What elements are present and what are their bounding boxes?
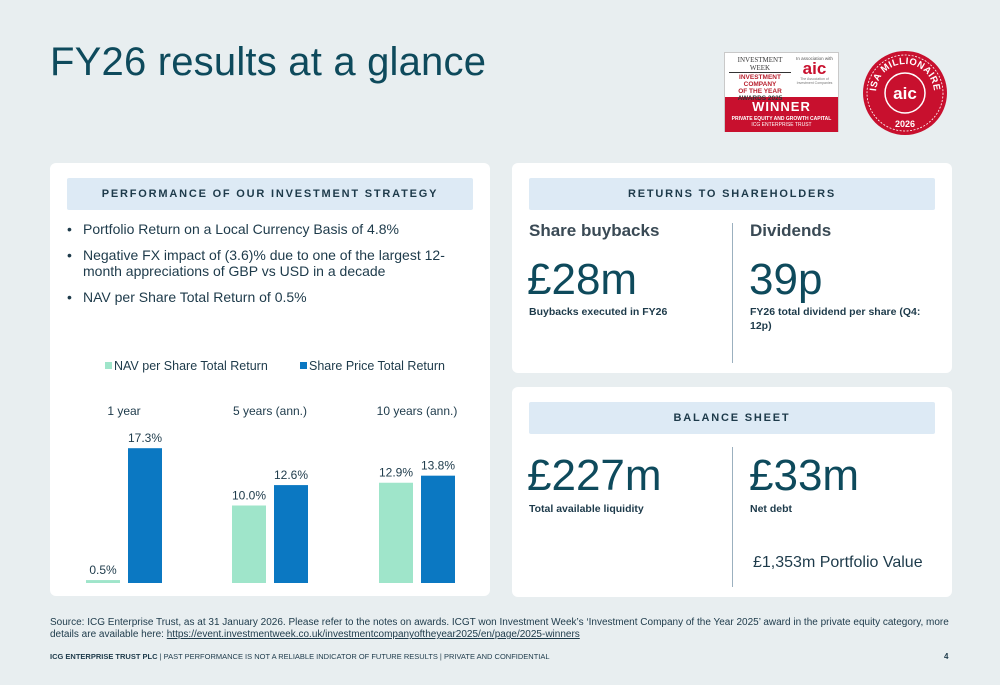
bar — [232, 506, 266, 584]
bullet-item — [67, 247, 467, 279]
dividends-subtext: FY26 total dividend per share (Q4: 12p) — [750, 306, 921, 332]
dividends-title: Dividends — [750, 221, 832, 240]
balance-divider — [732, 447, 733, 587]
award-category: PRIVATE EQUITY AND GROWTH CAPITAL — [731, 116, 832, 122]
bullet-text: Portfolio Return on a Local Currency Basis of 4.8% — [83, 221, 399, 237]
footer — [50, 652, 550, 661]
bar — [421, 476, 455, 583]
bullet-item — [67, 289, 467, 305]
balance-card — [512, 387, 952, 597]
debt-value: £33m — [749, 451, 860, 500]
award-assoc: In association with — [796, 56, 833, 61]
award-firm: ICG ENTERPRISE TRUST — [751, 122, 812, 128]
buybacks-subtext: Buybacks executed in FY26 — [529, 306, 668, 318]
footer-company: ICG ENTERPRISE TRUST PLC — [50, 652, 158, 661]
portfolio-value: £1,353m Portfolio Value — [753, 554, 923, 571]
seal-logo: aic — [893, 84, 917, 103]
bar — [86, 580, 120, 583]
award-line-1: INVESTMENT COMPANY — [739, 74, 781, 88]
performance-chart — [50, 343, 490, 583]
bar — [128, 448, 162, 583]
legend-label: Share Price Total Return — [309, 359, 445, 373]
bar-value-label: 12.6% — [273, 468, 309, 483]
performance-heading: PERFORMANCE OF OUR INVESTMENT STRATEGY — [67, 178, 473, 210]
bar-value-label: 12.9% — [378, 465, 414, 480]
bullet-dot: • — [67, 221, 72, 237]
award-line-3: AWARDS 2025 — [737, 95, 783, 102]
bar-value-label: 10.0% — [231, 488, 267, 503]
legend-label: NAV per Share Total Return — [114, 359, 268, 373]
category-label: 10 years (ann.) — [376, 404, 458, 418]
returns-card — [512, 163, 952, 373]
source-text: Source: ICG Enterprise Trust, as at 31 January 2026. Please refer to the notes on awards. ICGT won Investment Week’s ‘Investment Company of the Year 2025’ award in the private equity category, more details are available here: — [50, 617, 949, 640]
returns-divider — [732, 223, 733, 363]
bar — [274, 485, 308, 583]
aic-logo: aic — [802, 59, 827, 78]
seal-year: 2026 — [894, 119, 916, 129]
source-note — [50, 617, 960, 641]
legend-swatch — [105, 362, 112, 369]
award-badge — [724, 52, 839, 132]
buybacks-title: Share buybacks — [529, 221, 660, 240]
seal-top-text: ISA MILLIONAIRE — [868, 55, 943, 92]
balance-heading: BALANCE SHEET — [529, 402, 935, 434]
isa-millionaire-seal — [862, 50, 948, 136]
bullet-text: Negative FX impact of (3.6)% due to one of the largest 12-month appreciations of GBP vs USD in a decade — [83, 247, 445, 279]
award-line-2: OF THE YEAR — [738, 88, 782, 95]
bullet-item — [67, 221, 467, 237]
returns-heading: RETURNS TO SHAREHOLDERS — [529, 178, 935, 210]
buybacks-value: £28m — [527, 255, 638, 304]
page-number: 4 — [944, 652, 949, 661]
award-winner: WINNER — [752, 99, 811, 114]
legend-swatch — [300, 362, 307, 369]
bar-value-label: 17.3% — [127, 431, 163, 446]
liquidity-value: £227m — [527, 451, 662, 500]
award-magazine: INVESTMENT WEEK — [729, 56, 791, 73]
bullet-text: NAV per Share Total Return of 0.5% — [83, 289, 307, 305]
performance-bullets — [67, 221, 467, 315]
category-label: 1 year — [107, 404, 141, 418]
liquidity-subtext: Total available liquidity — [529, 503, 644, 515]
bar-value-label: 13.8% — [420, 458, 456, 473]
page-title: FY26 results at a glance — [50, 40, 487, 84]
bullet-dot: • — [67, 247, 72, 263]
aic-subtitle: The Association of Investment Companies — [796, 77, 833, 85]
debt-subtext: Net debt — [750, 503, 792, 515]
source-link[interactable]: https://event.investmentweek.co.uk/investmentcompanyoftheyear2025/en/page/2025-winners — [166, 629, 580, 640]
footer-disclaimer: | PAST PERFORMANCE IS NOT A RELIABLE INDICATOR OF FUTURE RESULTS | PRIVATE AND CONFIDENTIAL — [157, 652, 550, 661]
bar-value-label: 0.5% — [89, 563, 117, 578]
bullet-dot: • — [67, 289, 72, 305]
bar — [379, 483, 413, 583]
category-label: 5 years (ann.) — [232, 404, 308, 418]
dividends-value: 39p — [749, 255, 823, 304]
performance-card — [50, 163, 490, 596]
